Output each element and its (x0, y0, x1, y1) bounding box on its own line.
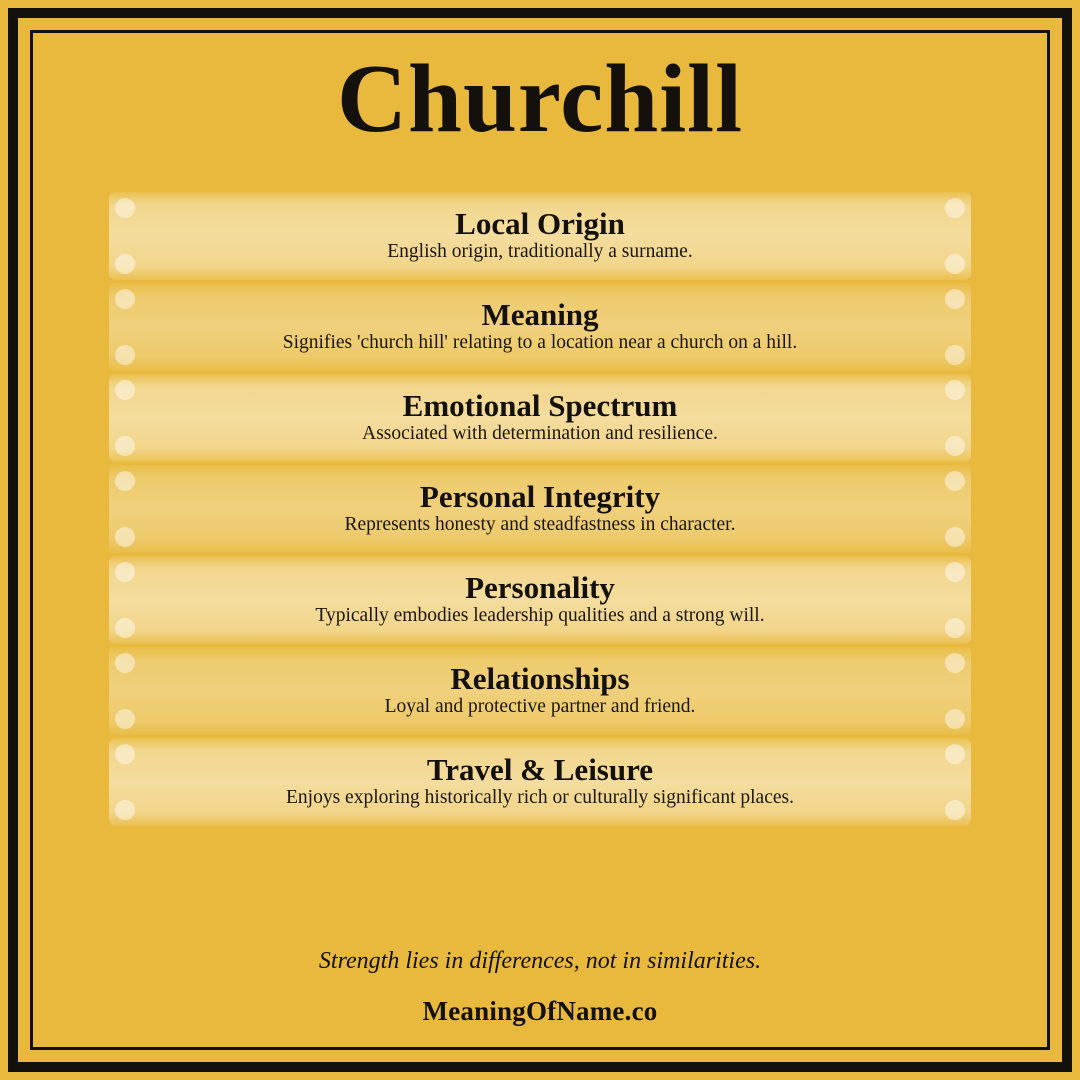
footer-brand: MeaningOfName.co (422, 996, 658, 1026)
ribbon-knob-icon (115, 198, 135, 218)
ribbon-knob-icon (945, 653, 965, 673)
ribbon-knob-icon (115, 471, 135, 491)
ribbon-knob-icon (945, 471, 965, 491)
card-description: Loyal and protective partner and friend. (384, 696, 696, 718)
attribute-card-list (109, 192, 971, 826)
ribbon-knob-icon (945, 709, 965, 729)
ribbon-knob-icon (115, 709, 135, 729)
card-title: Travel & Leisure (426, 751, 654, 787)
ribbon-knob-icon (945, 744, 965, 764)
ribbon-knob-icon (115, 436, 135, 456)
card-title: Meaning (481, 296, 599, 332)
ribbon-knob-icon (115, 254, 135, 274)
ribbon-knob-icon (945, 618, 965, 638)
ribbon-knob-icon (115, 744, 135, 764)
ribbon-knob-icon (945, 254, 965, 274)
card-title: Relationships (450, 660, 630, 696)
attribute-card-personality (109, 556, 971, 644)
card-description: Associated with determination and resilience. (362, 423, 718, 445)
ribbon-knob-icon (945, 800, 965, 820)
attribute-card-personal-integrity (109, 465, 971, 553)
card-description: Typically embodies leadership qualities and a strong will. (315, 605, 765, 627)
card-title: Emotional Spectrum (402, 387, 678, 423)
page-title: Churchill (336, 45, 744, 152)
card-title: Personality (465, 569, 615, 605)
attribute-card-local-origin (109, 192, 971, 280)
attribute-card-emotional-spectrum (109, 374, 971, 462)
ribbon-knob-icon (945, 380, 965, 400)
poster-content (33, 33, 1047, 1047)
footer (33, 948, 1047, 1047)
ribbon-knob-icon (945, 436, 965, 456)
ribbon-knob-icon (115, 653, 135, 673)
footer-quote: Strength lies in differences, not in similarities. (318, 948, 762, 974)
attribute-card-meaning (109, 283, 971, 371)
ribbon-knob-icon (115, 527, 135, 547)
ribbon-knob-icon (945, 198, 965, 218)
card-title: Local Origin (455, 205, 625, 241)
ribbon-knob-icon (115, 345, 135, 365)
card-description: Represents honesty and steadfastness in character. (344, 514, 736, 536)
ribbon-knob-icon (945, 527, 965, 547)
card-title: Personal Integrity (419, 478, 661, 514)
ribbon-knob-icon (115, 800, 135, 820)
ribbon-knob-icon (115, 380, 135, 400)
ribbon-knob-icon (945, 562, 965, 582)
ribbon-knob-icon (945, 345, 965, 365)
ribbon-knob-icon (945, 289, 965, 309)
card-description: Signifies 'church hill' relating to a location near a church on a hill. (282, 332, 798, 354)
card-description: English origin, traditionally a surname. (387, 241, 693, 263)
card-description: Enjoys exploring historically rich or culturally significant places. (286, 787, 794, 809)
attribute-card-travel-leisure (109, 738, 971, 826)
ribbon-knob-icon (115, 289, 135, 309)
ribbon-knob-icon (115, 562, 135, 582)
attribute-card-relationships (109, 647, 971, 735)
ribbon-knob-icon (115, 618, 135, 638)
